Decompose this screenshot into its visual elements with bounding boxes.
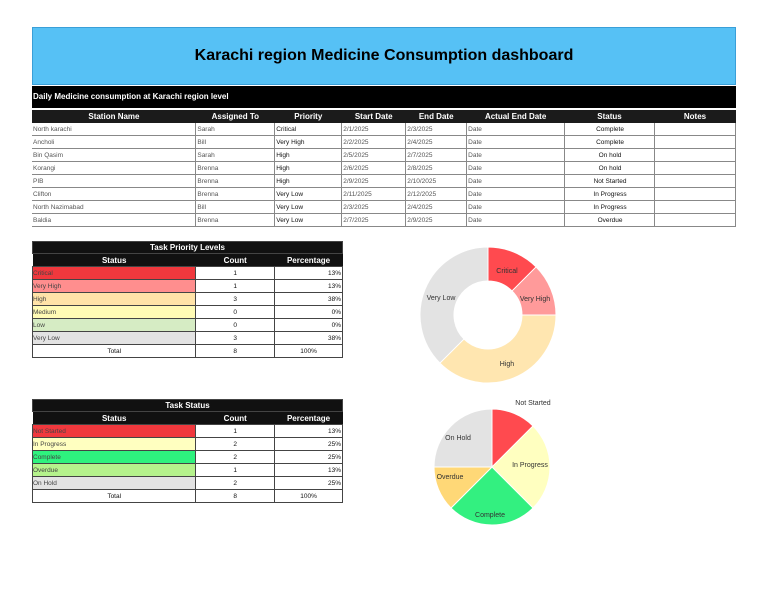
priority-row [33,293,343,306]
cell-assigned: Sarah [196,123,275,136]
table-row [32,188,736,201]
status-pie-chart [420,395,570,530]
status-status-label: Complete [33,451,196,464]
cell-priority: Very Low [275,214,342,227]
status-percentage: 25% [275,477,343,490]
header-end-date: End Date [406,110,467,123]
cell-station: Ancholi [32,136,196,149]
cell-notes [655,201,736,214]
priority-total-row [33,345,343,358]
priority-percentage: 0% [275,306,343,319]
table-row [32,136,736,149]
priority-percentage: 38% [275,332,343,345]
cell-start: 2/3/2025 [342,201,406,214]
dashboard-subtitle: Daily Medicine consumption at Karachi region level [32,86,736,108]
status-header-status: Status [33,412,196,425]
cell-notes [655,136,736,149]
priority-status-label: Very High [33,280,196,293]
cell-priority: Very Low [275,188,342,201]
header-status: Status [565,110,655,123]
cell-start: 2/1/2025 [342,123,406,136]
table-row [32,214,736,227]
status-header-percentage: Percentage [275,412,343,425]
table-row [32,149,736,162]
cell-start: 2/9/2025 [342,175,406,188]
cell-end: 2/4/2025 [406,136,467,149]
status-status-label: Overdue [33,464,196,477]
cell-actual: Date [467,162,565,175]
slice-very-low [420,247,488,363]
status-total-row [33,490,343,503]
status-count: 1 [196,425,275,438]
cell-start: 2/2/2025 [342,136,406,149]
priority-row [33,267,343,280]
cell-assigned: Sarah [196,149,275,162]
cell-assigned: Brenna [196,162,275,175]
cell-end: 2/9/2025 [406,214,467,227]
table-row [32,162,736,175]
status-percentage: 25% [275,451,343,464]
priority-row [33,319,343,332]
cell-notes [655,214,736,227]
cell-actual: Date [467,136,565,149]
status-count: 1 [196,464,275,477]
status-table [32,399,343,503]
slice-label-critical: Critical [496,268,518,275]
table-row [32,175,736,188]
cell-actual: Date [467,188,565,201]
slice-label-on-hold: On Hold [445,435,471,442]
cell-priority: High [275,175,342,188]
priority-status-label: Low [33,319,196,332]
cell-priority: High [275,149,342,162]
cell-assigned: Bill [196,201,275,214]
cell-start: 2/5/2025 [342,149,406,162]
priority-percentage: 13% [275,267,343,280]
slice-label-very-high: Very High [519,296,551,303]
status-percentage: 25% [275,438,343,451]
slice-label-very-low: Very Low [426,295,456,302]
cell-actual: Date [467,175,565,188]
status-status-label: On Hold [33,477,196,490]
status-row [33,451,343,464]
priority-status-label: High [33,293,196,306]
cell-end: 2/8/2025 [406,162,467,175]
cell-status: In Progress [565,188,655,201]
cell-priority: Critical [275,123,342,136]
cell-end: 2/10/2025 [406,175,467,188]
priority-header-percentage: Percentage [275,254,343,267]
priority-table [32,241,343,358]
status-status-label: Not Started [33,425,196,438]
status-count: 2 [196,477,275,490]
priority-percentage: 0% [275,319,343,332]
cell-station: Bin Qasim [32,149,196,162]
cell-notes [655,175,736,188]
slice-label-overdue: Overdue [436,474,464,481]
priority-count: 1 [196,280,275,293]
status-total-pct: 100% [275,490,343,503]
consumption-table-header [32,110,736,123]
cell-assigned: Brenna [196,188,275,201]
slice-label-complete: Complete [475,512,505,519]
table-row [32,123,736,136]
priority-header-status: Status [33,254,196,267]
priority-donut-chart [410,245,570,385]
table-row [32,201,736,214]
status-total-label: Total [33,490,196,503]
header-priority: Priority [275,110,342,123]
cell-assigned: Brenna [196,175,275,188]
cell-priority: High [275,162,342,175]
cell-end: 2/3/2025 [406,123,467,136]
cell-assigned: Bill [196,136,275,149]
priority-count: 0 [196,319,275,332]
cell-station: Baldia [32,214,196,227]
header-notes: Notes [655,110,736,123]
priority-percentage: 38% [275,293,343,306]
status-table-caption: Task Status [33,400,343,412]
cell-status: In Progress [565,201,655,214]
priority-percentage: 13% [275,280,343,293]
slice-high [440,315,556,383]
slice-label-high: High [499,361,515,368]
header-start-date: Start Date [342,110,406,123]
consumption-table [32,110,736,227]
cell-station: North Nazimabad [32,201,196,214]
priority-status-label: Medium [33,306,196,319]
priority-count: 0 [196,306,275,319]
priority-total-count: 8 [196,345,275,358]
cell-status: Overdue [565,214,655,227]
priority-row [33,280,343,293]
cell-notes [655,162,736,175]
cell-notes [655,188,736,201]
cell-status: On hold [565,149,655,162]
priority-header-count: Count [196,254,275,267]
status-row [33,438,343,451]
status-row [33,425,343,438]
header-station-name: Station Name [32,110,196,123]
cell-start: 2/7/2025 [342,214,406,227]
cell-actual: Date [467,201,565,214]
cell-station: Clifton [32,188,196,201]
cell-end: 2/12/2025 [406,188,467,201]
cell-station: North karachi [32,123,196,136]
dashboard-title: Karachi region Medicine Consumption dashboard [194,47,574,64]
status-row [33,464,343,477]
cell-priority: Very High [275,136,342,149]
header-assigned-to: Assigned To [196,110,275,123]
cell-end: 2/4/2025 [406,201,467,214]
cell-assigned: Brenna [196,214,275,227]
cell-actual: Date [467,123,565,136]
priority-count: 3 [196,332,275,345]
priority-count: 1 [196,267,275,280]
status-header-count: Count [196,412,275,425]
cell-start: 2/11/2025 [342,188,406,201]
cell-station: PIB [32,175,196,188]
cell-end: 2/7/2025 [406,149,467,162]
cell-notes [655,123,736,136]
header-actual-end-date: Actual End Date [467,110,565,123]
priority-status-label: Critical [33,267,196,280]
status-count: 2 [196,451,275,464]
cell-station: Korangi [32,162,196,175]
slice-label-in-progress: In Progress [512,462,548,469]
cell-actual: Date [467,214,565,227]
status-percentage: 13% [275,464,343,477]
cell-notes [655,149,736,162]
status-row [33,477,343,490]
cell-priority: Very Low [275,201,342,214]
cell-status: Complete [565,123,655,136]
status-total-count: 8 [196,490,275,503]
status-status-label: In Progress [33,438,196,451]
priority-status-label: Very Low [33,332,196,345]
priority-total-pct: 100% [275,345,343,358]
priority-row [33,306,343,319]
cell-status: On hold [565,162,655,175]
dashboard-title-bar [32,27,736,85]
slice-label-not-started: Not Started [515,400,551,407]
status-percentage: 13% [275,425,343,438]
cell-status: Complete [565,136,655,149]
cell-start: 2/6/2025 [342,162,406,175]
priority-total-label: Total [33,345,196,358]
cell-status: Not Started [565,175,655,188]
status-count: 2 [196,438,275,451]
priority-count: 3 [196,293,275,306]
priority-row [33,332,343,345]
cell-actual: Date [467,149,565,162]
priority-table-caption: Task Priority Levels [33,242,343,254]
